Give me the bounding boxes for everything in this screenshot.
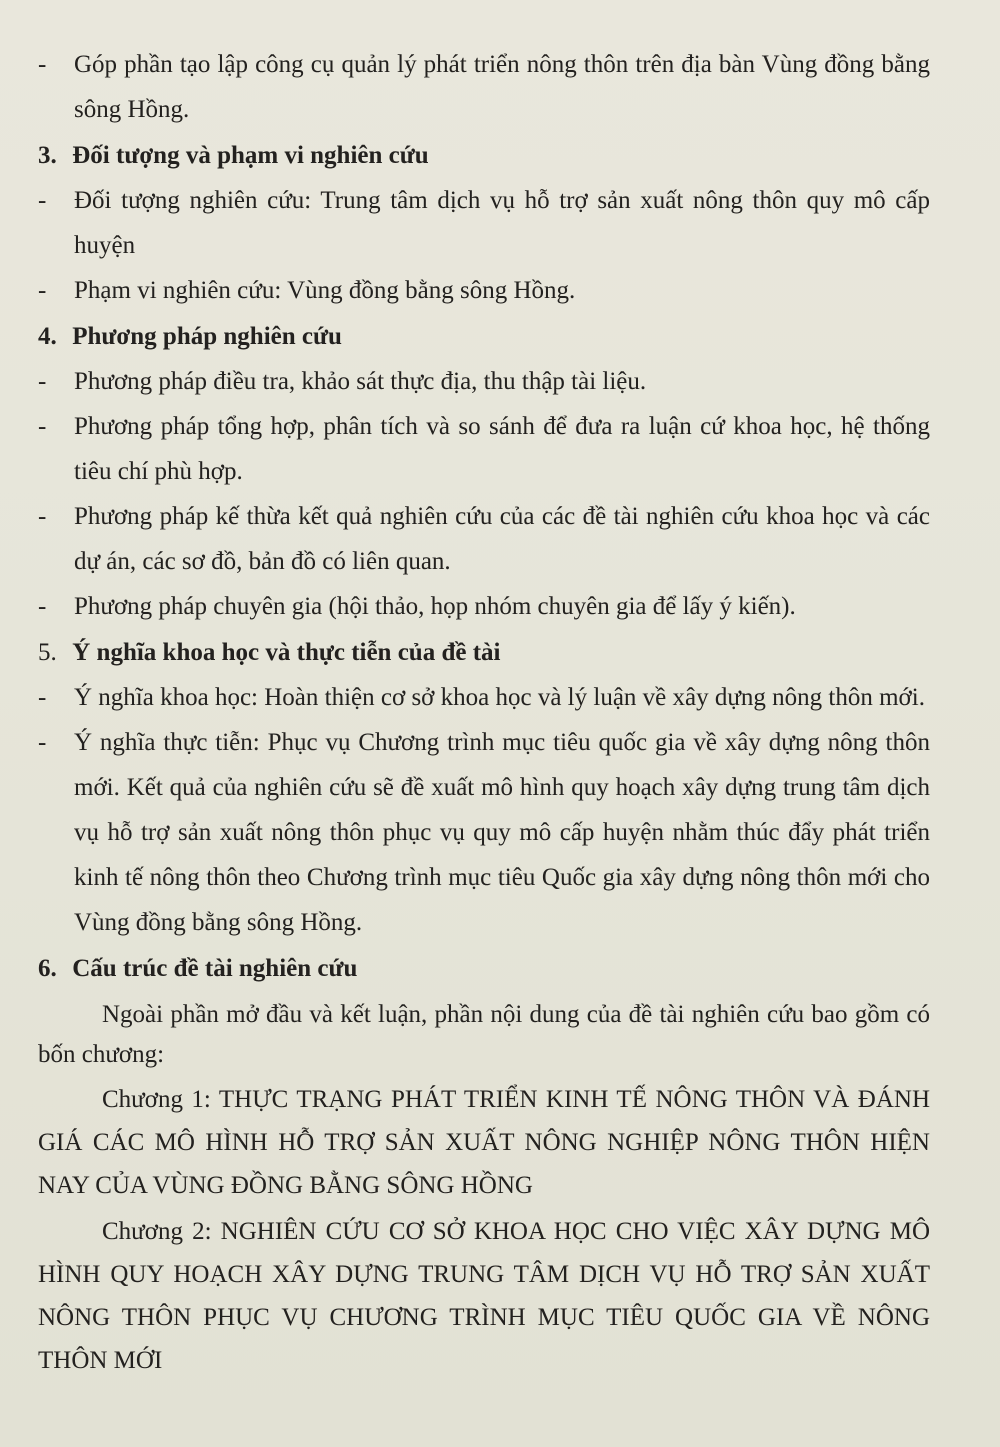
section-3-heading	[38, 133, 930, 178]
section-3-bullet-1	[38, 178, 930, 268]
section-3-bullet-2	[38, 268, 930, 313]
bullet-text: Phương pháp tổng hợp, phân tích và so sánh để đưa ra luận cứ khoa học, hệ thống tiêu chí phù hợp.	[74, 413, 930, 485]
chapter-1: Chương 1: THỰC TRẠNG PHÁT TRIỂN KINH TẾ NÔNG THÔN VÀ ĐÁNH GIÁ CÁC MÔ HÌNH HỖ TRỢ SẢN XUẤT NÔNG NGHIỆP NÔNG THÔN HIỆN NAY CỦA VÙNG ĐỒNG BẰNG SÔNG HỒNG	[38, 1086, 930, 1199]
bullet-text: Phạm vi nghiên cứu: Vùng đồng bằng sông Hồng.	[74, 277, 576, 304]
section-6-intro: Ngoài phần mở đầu và kết luận, phần nội dung của đề tài nghiên cứu bao gồm có bốn chương:	[38, 1001, 930, 1068]
section-title: Ý nghĩa khoa học và thực tiễn của đề tài	[72, 639, 501, 666]
chapter-2: Chương 2: NGHIÊN CỨU CƠ SỞ KHOA HỌC CHO VIỆC XÂY DỰNG MÔ HÌNH QUY HOẠCH XÂY DỰNG TRUNG TÂM DỊCH VỤ HỖ TRỢ SẢN XUẤT NÔNG THÔN PHỤC VỤ CHƯƠNG TRÌNH MỤC TIÊU QUỐC GIA VỀ NÔNG THÔN MỚI	[38, 1218, 930, 1374]
bullet-text: Ý nghĩa khoa học: Hoàn thiện cơ sở khoa học và lý luận về xây dựng nông thôn mới.	[74, 684, 925, 711]
section-6-heading	[38, 946, 930, 991]
section-5-heading	[38, 630, 930, 675]
section-4-heading	[38, 314, 930, 359]
section-4-bullet-4	[38, 584, 930, 629]
bullet-text: Phương pháp chuyên gia (hội thảo, họp nhóm chuyên gia để lấy ý kiến).	[74, 593, 796, 620]
bullet-dash: -	[38, 684, 47, 711]
section-title: Cấu trúc đề tài nghiên cứu	[72, 955, 358, 982]
bullet-dash: -	[38, 503, 47, 530]
bullet-dash: -	[38, 729, 47, 756]
section-5-bullet-2	[38, 720, 930, 945]
section-title: Đối tượng và phạm vi nghiên cứu	[72, 142, 429, 169]
section-number: 5.	[38, 639, 57, 666]
bullet-text: Phương pháp kế thừa kết quả nghiên cứu của các đề tài nghiên cứu khoa học và các dự án, các sơ đồ, bản đồ có liên quan.	[74, 503, 930, 575]
bullet-dash: -	[38, 51, 47, 78]
bullet-text: Đối tượng nghiên cứu: Trung tâm dịch vụ hỗ trợ sản xuất nông thôn quy mô cấp huyện	[74, 187, 930, 259]
section-4-bullet-2	[38, 404, 930, 494]
bullet-text: Phương pháp điều tra, khảo sát thực địa, thu thập tài liệu.	[74, 368, 647, 395]
bullet-dash: -	[38, 413, 47, 440]
bullet-text: Góp phần tạo lập công cụ quản lý phát triển nông thôn trên địa bàn Vùng đồng bằng sông Hồng.	[74, 51, 930, 123]
bullet-dash: -	[38, 187, 47, 214]
section-title: Phương pháp nghiên cứu	[72, 323, 342, 350]
intro-bullet-1	[38, 42, 930, 132]
section-5-bullet-1	[38, 675, 930, 720]
section-number: 4.	[38, 323, 57, 350]
bullet-dash: -	[38, 368, 47, 395]
section-4-bullet-3	[38, 494, 930, 584]
bullet-text: Ý nghĩa thực tiễn: Phục vụ Chương trình mục tiêu quốc gia về xây dựng nông thôn mới. Kết quả của nghiên cứu sẽ đề xuất mô hình quy hoạch xây dựng trung tâm dịch vụ hỗ trợ sản xuất nông thôn phục vụ quy mô cấp huyện nhằm thúc đẩy phát triển kinh tế nông thôn theo Chương trình mục tiêu Quốc gia xây dựng nông thôn mới cho Vùng đồng bằng sông Hồng.	[74, 729, 930, 936]
section-4-bullet-1	[38, 359, 930, 404]
section-number: 6.	[38, 955, 57, 982]
section-number: 3.	[38, 142, 57, 169]
bullet-dash: -	[38, 277, 47, 304]
bullet-dash: -	[38, 593, 47, 620]
